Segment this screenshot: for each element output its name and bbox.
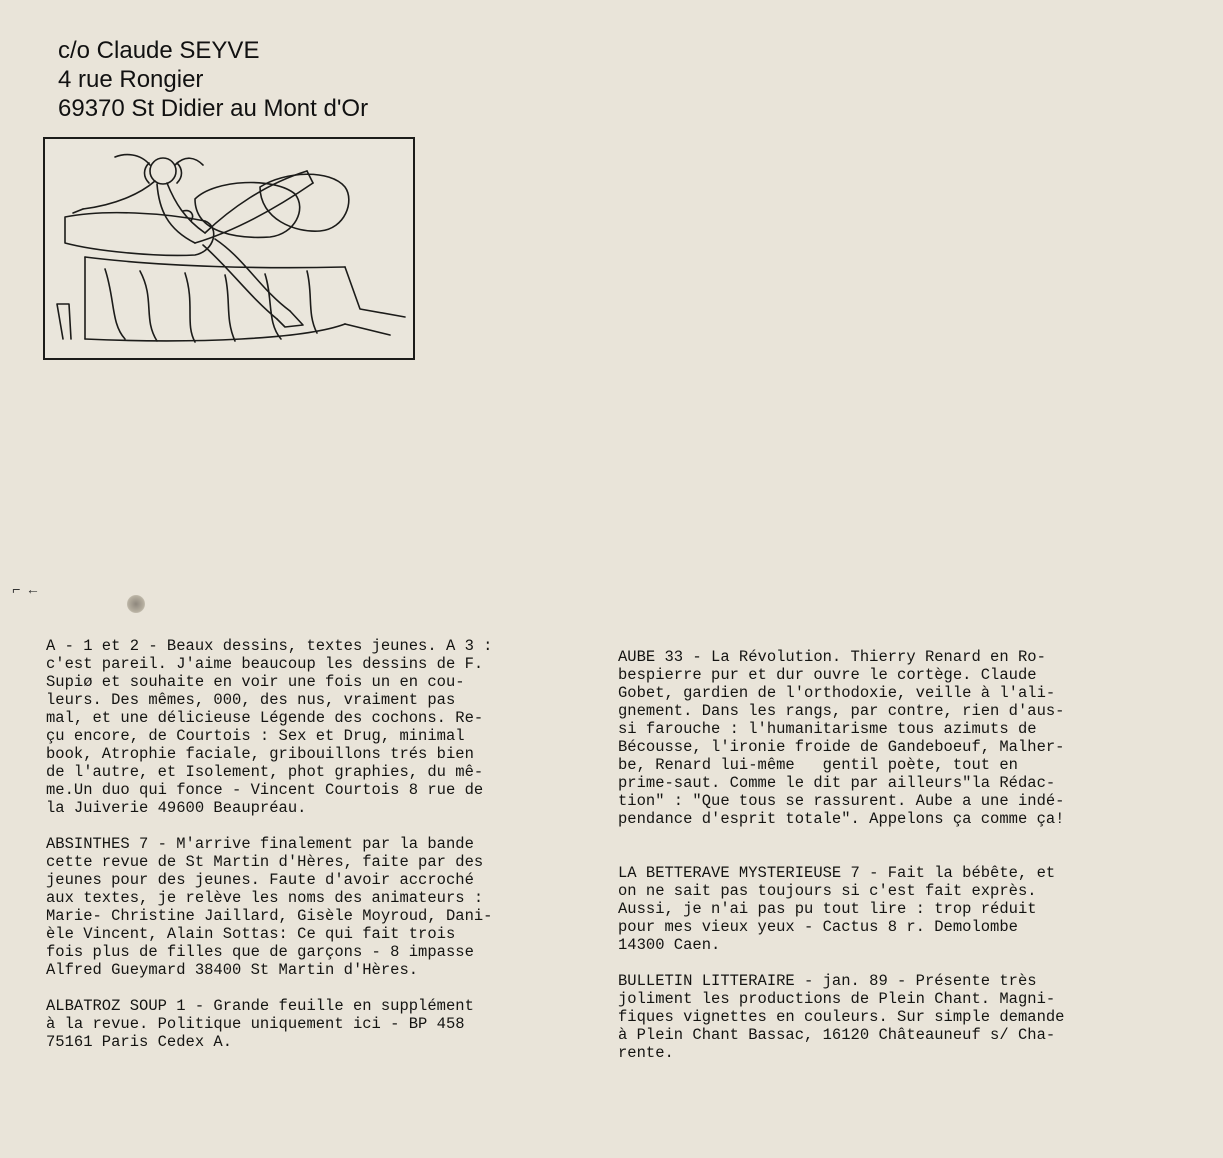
entry-line: gnement. Dans les rangs, par contre, rien d'aus-: [618, 702, 1065, 720]
entry-line: ABSINTHES 7 - M'arrive finalement par la bande: [46, 835, 474, 853]
left-column: [46, 637, 586, 1051]
entry-line: tion" : "Que tous se rassurent. Aube a une indé-: [618, 792, 1065, 810]
entry-line: 14300 Caen.: [618, 936, 721, 954]
entry-albatroz-soup: [46, 997, 586, 1051]
entry-line: mal, et une délicieuse Légende des cochons. Re-: [46, 709, 484, 727]
entry-line: bespierre pur et dur ouvre le cortège. Claude: [618, 666, 1037, 684]
entry-line: Marie- Christine Jaillard, Gisèle Moyroud, Dani-: [46, 907, 493, 925]
entry-absinthes: [46, 835, 586, 979]
entry-line: Aussi, je n'ai pas pu tout lire : trop réduit: [618, 900, 1037, 918]
entry-line: joliment les productions de Plein Chant. Magni-: [618, 990, 1056, 1008]
entry-line: pendance d'esprit totale". Appelons ça comme ça!: [618, 810, 1065, 828]
entry-line: à la revue. Politique uniquement ici - BP 458: [46, 1015, 465, 1033]
entry-line: pour mes vieux yeux - Cactus 8 r. Demolombe: [618, 918, 1018, 936]
entry-line: 75161 Paris Cedex A.: [46, 1033, 233, 1051]
entry-a: [46, 637, 586, 817]
entry-line: fiques vignettes en couleurs. Sur simple demande: [618, 1008, 1065, 1026]
entry-line: LA BETTERAVE MYSTERIEUSE 7 - Fait la bébête, et: [618, 864, 1056, 882]
address-line-name: c/o Claude SEYVE: [58, 37, 260, 64]
reclining-figure-drawing-icon: [45, 139, 413, 358]
entry-line: jeunes pour des jeunes. Faute d'avoir accroché: [46, 871, 474, 889]
entry-line: me.Un duo qui fonce - Vincent Courtois 8 rue de: [46, 781, 484, 799]
entry-line: Alfred Gueymard 38400 St Martin d'Hères.: [46, 961, 419, 979]
margin-mark: ⌐ ←: [12, 583, 38, 599]
paper-stain: [127, 595, 145, 613]
entry-line: ALBATROZ SOUP 1 - Grande feuille en supplément: [46, 997, 474, 1015]
entry-line: BULLETIN LITTERAIRE - jan. 89 - Présente très: [618, 972, 1037, 990]
address-line-street: 4 rue Rongier: [58, 66, 204, 93]
right-column: [618, 648, 1158, 1062]
entry-line: Supiø et souhaite en voir une fois un en cou-: [46, 673, 465, 691]
entry-line: A - 1 et 2 - Beaux dessins, textes jeunes. A 3 :: [46, 637, 493, 655]
entry-line: la Juiverie 49600 Beaupréau.: [46, 799, 307, 817]
entry-line: Bécousse, l'ironie froide de Gandeboeuf, Malher-: [618, 738, 1065, 756]
entry-line: fois plus de filles que de garçons - 8 impasse: [46, 943, 474, 961]
entry-line: de l'autre, et Isolement, phot graphies, du mê-: [46, 763, 484, 781]
entry-line: prime-saut. Comme le dit par ailleurs"la Rédac-: [618, 774, 1056, 792]
entry-line: èle Vincent, Alain Sottas: Ce qui fait trois: [46, 925, 456, 943]
entry-line: AUBE 33 - La Révolution. Thierry Renard en Ro-: [618, 648, 1046, 666]
entry-line: aux textes, je relève les noms des animateurs :: [46, 889, 484, 907]
bleed-through-texture: [600, 0, 1220, 600]
address-block: [58, 36, 368, 123]
entry-line: c'est pareil. J'aime beaucoup les dessins de F.: [46, 655, 484, 673]
entry-line: rente.: [618, 1044, 674, 1062]
entry-line: Gobet, gardien de l'orthodoxie, veille à l'ali-: [618, 684, 1056, 702]
entry-line: book, Atrophie faciale, gribouillons trés bien: [46, 745, 474, 763]
entry-betterave-mysterieuse: [618, 864, 1158, 954]
entry-aube: [618, 648, 1158, 828]
entry-line: on ne sait pas toujours si c'est fait exprès.: [618, 882, 1037, 900]
entry-line: à Plein Chant Bassac, 16120 Châteauneuf s/ Cha-: [618, 1026, 1056, 1044]
address-line-city: 69370 St Didier au Mont d'Or: [58, 95, 369, 122]
reclining-figure-illustration: [43, 137, 415, 360]
entry-line: cette revue de St Martin d'Hères, faite par des: [46, 853, 484, 871]
entry-line: be, Renard lui-même gentil poète, tout en: [618, 756, 1018, 774]
entry-line: si farouche : l'humanitarisme tous azimuts de: [618, 720, 1037, 738]
entry-bulletin-litteraire: [618, 972, 1158, 1062]
entry-line: leurs. Des mêmes, 000, des nus, vraiment pas: [46, 691, 456, 709]
entry-line: çu encore, de Courtois : Sex et Drug, minimal: [46, 727, 465, 745]
